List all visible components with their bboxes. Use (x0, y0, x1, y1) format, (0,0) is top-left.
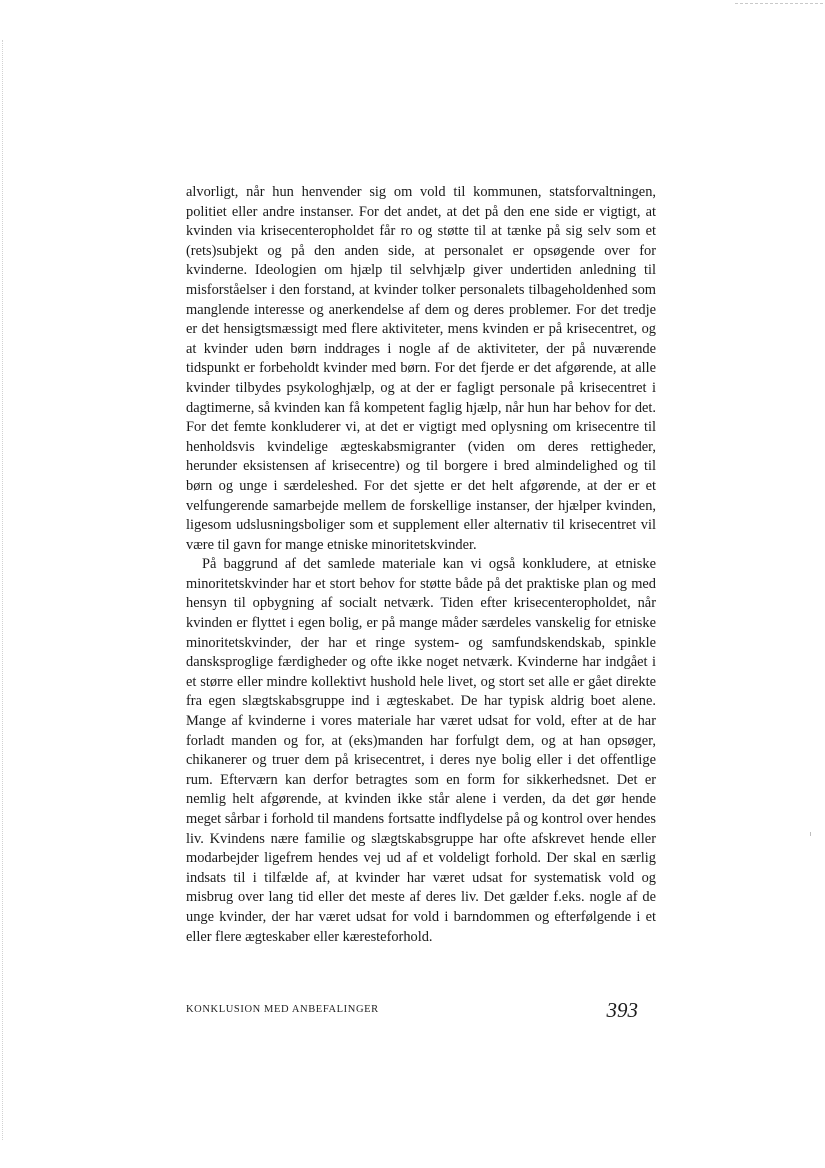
body-text (186, 183, 656, 947)
paragraph-conclusion: På baggrund af det samlede materiale kan vi også konkludere, at etniske minoritetskvinder har et stort behov for støtte både på det praktiske plan og med hensyn til opbygning af socialt netværk. Tiden efter krisecenteropholdet, når kvinden er flyttet i egen bolig, er på mange måder særdeles vanskelig for etniske minoritetskvinder, der har et ringe system- og samfundskendskab, spinkle dansksproglige færdigheder og ofte ikke noget netværk. Kvinderne har indgået i et større eller mindre kollektivt hushold hele livet, og stort set alle er gået direkte fra egen slægtskabsgruppe ind i ægteskabet. De har typisk aldrig boet alene. Mange af kvinderne i vores materiale har været udsat for vold, efter at de har forladt manden og for, at (eks)manden har forfulgt dem, og at han opsøger, chikanerer og truer dem på krisecentret, i deres nye bolig eller i det offentlige rum. Efterværn kan derfor betragtes som en form for sikkerhedsnet. Det er nemlig helt afgørende, at kvinden ikke står alene i verden, da det gør hende meget sårbar i forhold til mandens fortsatte indflydelse på og kontrol over hendes liv. Kvindens nære familie og slægtskabsgruppe har ofte afskrevet hende eller modarbejder ligefrem hendes vej ud af et voldeligt forhold. Der skal en særlig indsats til i tilfælde af, at kvinder har været udsat for systematisk vold og misbrug over lang tid eller det meste af deres liv. Det gælder f.eks. nogle af de unge kvinder, der har været udsat for vold i barndommen og efterfølgende i et eller flere ægteskaber eller kæresteforhold. (186, 556, 656, 945)
page-footer (186, 1000, 656, 1030)
paragraph-continued: alvorligt, når hun henvender sig om vold til kommunen, statsforvaltningen, politiet eller andre instanser. For det andet, at det på den ene side er vigtigt, at kvinden via krisecenteropholdet får ro og støtte til at tænke på sig selv som et (rets)subjekt og på den anden side, at personalet er opsøgende over for kvinderne. Ideologien om hjælp til selvhjælp giver undertiden anledning til misforståelser i den forstand, at kvinder tolker personalets tilbageholdenhed som manglende interesse og anerkendelse af dem og deres problemer. For det tredje er det hensigtsmæssigt med flere aktiviteter, mens kvinden er på krisecentret, og at kvinder uden børn inddrages i nogle af de aktiviteter, der på nuværende tidspunkt er forbeholdt kvinder med børn. For det fjerde er det afgørende, at alle kvinder tilbydes psykologhjælp, og at der er fagligt personale på krisecentret i dagtimerne, så kvinden kan få kompetent faglig hjælp, når hun har behov for det. For det femte konkluderer vi, at det er vigtigt med oplysning om krisecentre til henholdsvis kvindelige ægteskabsmigranter (viden om deres rettigheder, herunder eksistensen af krisecentre) og til borgere i bred almindelighed og til børn og unge i særdeleshed. For det sjette er det helt afgørende, at der er et velfungerende samarbejde mellem de forskellige instanser, der hjælper kvinden, ligesom udslusningsboliger som et supplement eller alternativ til krisecentret vil være til gavn for mange etniske minoritetskvinder. (186, 184, 656, 553)
scan-speck (810, 832, 811, 836)
scan-edge-top (735, 3, 823, 4)
page-number: 393 (606, 998, 638, 1022)
scan-edge-left (2, 40, 3, 1140)
running-head: KONKLUSION MED ANBEFALINGER (186, 1004, 379, 1015)
